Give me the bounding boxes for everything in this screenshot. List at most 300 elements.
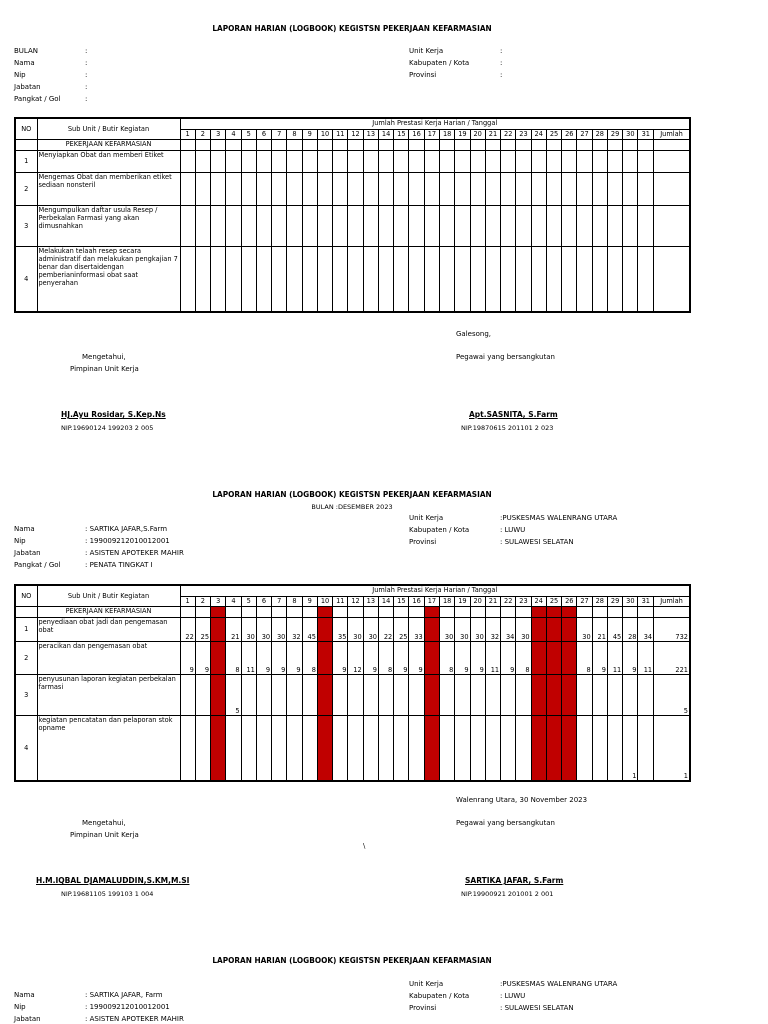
day-value-cell — [180, 715, 195, 781]
task-no: 2 — [15, 641, 37, 674]
colon: : — [85, 59, 88, 67]
header-day: 25 — [546, 596, 561, 606]
day-value-cell: 8 — [440, 641, 455, 674]
day-cell — [348, 139, 363, 150]
holiday-cell — [211, 606, 226, 617]
day-value-cell — [180, 172, 195, 205]
day-cell — [623, 139, 638, 150]
place-date-2: Walenrang Utara, 30 November 2023 — [456, 796, 588, 804]
pegawai-2: Pegawai yang bersangkutan — [456, 819, 555, 827]
day-cell — [241, 139, 256, 150]
day-cell — [470, 606, 485, 617]
day-value-cell — [333, 150, 348, 172]
header-day: 13 — [363, 596, 378, 606]
task-description: penyediaan obat jadi dan pengemasan obat — [37, 617, 180, 641]
day-value-cell: 9 — [501, 641, 516, 674]
day-value-cell: 9 — [394, 641, 409, 674]
section-no-cell — [15, 139, 37, 150]
day-value-cell — [501, 715, 516, 781]
colon: : — [85, 95, 88, 103]
header-jumlah: Jumlah — [654, 129, 690, 139]
header-day: 3 — [211, 129, 226, 139]
day-value-cell: 11 — [241, 641, 256, 674]
holiday-cell — [531, 606, 546, 617]
day-cell — [516, 606, 531, 617]
header-day: 7 — [272, 129, 287, 139]
nip-right-1: NIP.19870615 201101 2 023 — [461, 424, 554, 432]
total-cell — [654, 139, 690, 150]
header-day: 23 — [516, 129, 531, 139]
day-value-cell — [455, 150, 470, 172]
value-nip-3: : 199009212010012001 — [85, 1003, 170, 1011]
day-value-cell — [287, 172, 302, 205]
header-day: 29 — [607, 129, 622, 139]
holiday-cell — [424, 606, 439, 617]
day-value-cell — [226, 150, 241, 172]
day-value-cell — [241, 715, 256, 781]
day-cell — [546, 139, 561, 150]
signatory-right-1: Apt.SASNITA, S.Farm — [469, 410, 558, 419]
day-value-cell — [302, 150, 317, 172]
day-value-cell — [256, 715, 271, 781]
day-value-cell — [363, 674, 378, 715]
label-kab: Kabupaten / Kota — [409, 992, 470, 1000]
header-day: 14 — [378, 129, 393, 139]
day-value-cell — [272, 150, 287, 172]
holiday-cell — [562, 674, 577, 715]
day-value-cell — [272, 246, 287, 312]
day-value-cell: 35 — [333, 617, 348, 641]
day-cell — [287, 139, 302, 150]
day-cell — [256, 139, 271, 150]
place-date-1: Galesong, — [456, 330, 491, 338]
section-label: PEKERJAAN KEFARMASIAN — [37, 606, 180, 617]
day-value-cell: 5 — [226, 674, 241, 715]
day-value-cell — [592, 715, 607, 781]
day-value-cell — [348, 172, 363, 205]
day-value-cell — [470, 205, 485, 246]
day-value-cell: 9 — [333, 641, 348, 674]
day-cell — [363, 606, 378, 617]
pimpinan-1: Pimpinan Unit Kerja — [70, 365, 139, 373]
day-cell — [302, 606, 317, 617]
header-day: 12 — [348, 129, 363, 139]
day-value-cell — [363, 205, 378, 246]
value-nip-2: : 199009212010012001 — [85, 537, 170, 545]
value-kab-2: : LUWU — [500, 526, 526, 534]
day-value-cell: 8 — [302, 641, 317, 674]
day-value-cell: 28 — [623, 617, 638, 641]
day-cell — [211, 139, 226, 150]
day-value-cell — [348, 150, 363, 172]
day-value-cell — [623, 150, 638, 172]
task-total: 732 — [654, 617, 690, 641]
day-value-cell: 9 — [363, 641, 378, 674]
holiday-cell — [546, 715, 561, 781]
signatory-left-1: HJ.Ayu Rosidar, S.Kep.Ns — [61, 410, 166, 419]
header-day: 23 — [516, 596, 531, 606]
header-day: 15 — [394, 129, 409, 139]
logbook-table-1 — [14, 117, 691, 313]
day-cell — [226, 606, 241, 617]
day-cell — [577, 139, 592, 150]
day-cell — [577, 606, 592, 617]
holiday-cell — [546, 606, 561, 617]
day-value-cell — [455, 246, 470, 312]
day-cell — [409, 606, 424, 617]
task-total: 221 — [654, 641, 690, 674]
task-total: 1 — [654, 715, 690, 781]
day-value-cell: 11 — [485, 641, 500, 674]
day-value-cell — [333, 246, 348, 312]
day-cell — [180, 139, 195, 150]
day-value-cell — [241, 172, 256, 205]
day-value-cell: 8 — [577, 641, 592, 674]
day-value-cell: 30 — [455, 617, 470, 641]
day-value-cell — [226, 246, 241, 312]
label-nama: Nama — [14, 59, 35, 67]
day-cell — [501, 139, 516, 150]
day-cell — [348, 606, 363, 617]
day-value-cell: 21 — [592, 617, 607, 641]
nip-left-2: NIP.19681105 199103 1 004 — [61, 890, 154, 898]
day-value-cell: 45 — [607, 617, 622, 641]
value-nama-2: : SARTIKA JAFAR,S.Farm — [85, 525, 168, 533]
label-unit: Unit Kerja — [409, 980, 444, 988]
day-cell — [501, 606, 516, 617]
day-value-cell — [470, 172, 485, 205]
day-value-cell — [607, 150, 622, 172]
day-value-cell: 22 — [378, 617, 393, 641]
holiday-cell — [317, 674, 332, 715]
day-value-cell: 9 — [592, 641, 607, 674]
holiday-cell — [531, 641, 546, 674]
day-value-cell — [577, 715, 592, 781]
day-cell — [440, 139, 455, 150]
label-jabatan: Jabatan — [14, 1015, 41, 1023]
day-value-cell — [638, 715, 654, 781]
day-value-cell — [211, 246, 226, 312]
day-value-cell — [607, 205, 622, 246]
header-sub-unit: Sub Unit / Butir Kegiatan — [37, 118, 180, 139]
day-cell — [363, 139, 378, 150]
day-value-cell: 11 — [638, 641, 654, 674]
task-description: peracikan dan pengemasan obat — [37, 641, 180, 674]
day-value-cell — [501, 674, 516, 715]
day-value-cell — [211, 205, 226, 246]
label-bulan: BULAN — [14, 47, 39, 55]
day-value-cell — [256, 674, 271, 715]
task-description: penyusunan laporan kegiatan perbekalan farmasi — [37, 674, 180, 715]
day-cell — [638, 139, 654, 150]
day-value-cell — [440, 150, 455, 172]
day-cell — [485, 606, 500, 617]
day-value-cell — [363, 246, 378, 312]
holiday-cell — [424, 641, 439, 674]
day-value-cell — [623, 674, 638, 715]
day-value-cell — [516, 246, 531, 312]
day-value-cell — [638, 205, 654, 246]
day-value-cell — [546, 205, 561, 246]
task-description: kegiatan pencatatan dan pelaporan stok opname — [37, 715, 180, 781]
day-value-cell — [394, 150, 409, 172]
day-value-cell — [409, 715, 424, 781]
header-day: 11 — [333, 596, 348, 606]
day-value-cell — [577, 246, 592, 312]
day-value-cell: 9 — [256, 641, 271, 674]
day-value-cell — [485, 150, 500, 172]
day-value-cell — [501, 172, 516, 205]
day-value-cell — [180, 150, 195, 172]
label-jabatan: Jabatan — [14, 549, 41, 557]
day-value-cell — [546, 172, 561, 205]
day-value-cell — [363, 150, 378, 172]
header-day: 26 — [562, 129, 577, 139]
value-nama-3: : SARTIKA JAFAR, Farm — [85, 991, 163, 999]
day-value-cell — [546, 150, 561, 172]
day-value-cell — [241, 674, 256, 715]
day-value-cell — [485, 246, 500, 312]
day-value-cell — [333, 674, 348, 715]
day-value-cell — [180, 246, 195, 312]
value-unit-2: :PUSKESMAS WALENRANG UTARA — [500, 514, 618, 522]
day-cell — [440, 606, 455, 617]
day-value-cell: 32 — [287, 617, 302, 641]
day-value-cell — [317, 205, 332, 246]
day-value-cell — [592, 150, 607, 172]
header-day: 18 — [440, 129, 455, 139]
header-day: 1 — [180, 596, 195, 606]
day-value-cell — [623, 246, 638, 312]
day-value-cell — [226, 172, 241, 205]
day-value-cell: 9 — [287, 641, 302, 674]
day-value-cell — [348, 205, 363, 246]
day-value-cell — [287, 150, 302, 172]
day-value-cell — [272, 172, 287, 205]
day-value-cell — [562, 205, 577, 246]
holiday-cell — [531, 715, 546, 781]
day-value-cell — [195, 172, 210, 205]
day-value-cell — [531, 246, 546, 312]
holiday-cell — [562, 641, 577, 674]
header-day: 17 — [424, 596, 439, 606]
header-day: 20 — [470, 596, 485, 606]
task-description: Menyiapkan Obat dan memberi Etiket — [37, 150, 180, 172]
colon: : — [85, 47, 88, 55]
day-cell — [241, 606, 256, 617]
task-no: 1 — [15, 150, 37, 172]
day-value-cell — [440, 715, 455, 781]
day-cell — [623, 606, 638, 617]
task-description: Melakukan telaah resep secara administratif dan melakukan pengkajian 7 benar dan disertaidengan pemberianinformasi obat saat penyerahan — [37, 246, 180, 312]
value-kab-3: : LUWU — [500, 992, 526, 1000]
day-value-cell: 22 — [180, 617, 195, 641]
day-value-cell — [317, 246, 332, 312]
day-value-cell — [638, 150, 654, 172]
day-value-cell — [287, 246, 302, 312]
day-value-cell — [440, 172, 455, 205]
day-cell — [378, 139, 393, 150]
day-value-cell — [394, 172, 409, 205]
day-value-cell — [516, 715, 531, 781]
day-value-cell: 8 — [378, 641, 393, 674]
day-value-cell — [378, 205, 393, 246]
header-day: 21 — [485, 129, 500, 139]
day-cell — [195, 606, 210, 617]
day-value-cell — [256, 246, 271, 312]
value-jabatan-3: : ASISTEN APOTEKER MAHIR — [85, 1015, 184, 1023]
day-value-cell — [378, 150, 393, 172]
colon: : — [500, 59, 503, 67]
header-day: 10 — [317, 129, 332, 139]
task-no: 1 — [15, 617, 37, 641]
header-day: 20 — [470, 129, 485, 139]
day-value-cell — [211, 172, 226, 205]
header-day: 26 — [562, 596, 577, 606]
day-value-cell — [638, 674, 654, 715]
header-day: 28 — [592, 596, 607, 606]
day-value-cell — [378, 246, 393, 312]
day-value-cell — [455, 715, 470, 781]
day-value-cell: 9 — [623, 641, 638, 674]
day-value-cell — [501, 150, 516, 172]
report-title-3: LAPORAN HARIAN (LOGBOOK) KEGISTSN PEKERJAAN KEFARMASIAN — [212, 956, 492, 965]
day-value-cell — [195, 205, 210, 246]
task-no: 4 — [15, 715, 37, 781]
day-value-cell — [562, 172, 577, 205]
day-value-cell — [455, 205, 470, 246]
bulan-2: BULAN :DESEMBER 2023 — [311, 503, 393, 511]
day-value-cell — [256, 172, 271, 205]
value-unit-3: :PUSKESMAS WALENRANG UTARA — [500, 980, 618, 988]
day-value-cell — [302, 246, 317, 312]
day-value-cell: 1 — [623, 715, 638, 781]
day-value-cell — [317, 150, 332, 172]
header-day: 8 — [287, 129, 302, 139]
header-day: 4 — [226, 596, 241, 606]
day-value-cell: 9 — [272, 641, 287, 674]
day-value-cell — [501, 205, 516, 246]
day-value-cell: 33 — [409, 617, 424, 641]
day-value-cell — [546, 246, 561, 312]
day-value-cell — [394, 715, 409, 781]
day-value-cell — [485, 205, 500, 246]
day-value-cell — [226, 715, 241, 781]
day-value-cell — [272, 674, 287, 715]
day-value-cell — [470, 246, 485, 312]
day-cell — [180, 606, 195, 617]
day-value-cell — [287, 715, 302, 781]
day-value-cell — [226, 205, 241, 246]
value-pangkat-2: : PENATA TINGKAT I — [85, 561, 153, 569]
header-day: 24 — [531, 596, 546, 606]
day-value-cell — [424, 246, 439, 312]
day-value-cell: 30 — [272, 617, 287, 641]
day-cell — [638, 606, 654, 617]
day-value-cell — [562, 246, 577, 312]
header-no: NO — [15, 118, 37, 139]
report-title-1: LAPORAN HARIAN (LOGBOOK) KEGISTSN PEKERJAAN KEFARMASIAN — [212, 24, 492, 33]
holiday-cell — [211, 641, 226, 674]
day-value-cell — [455, 674, 470, 715]
day-value-cell — [440, 674, 455, 715]
label-nip: Nip — [14, 1003, 26, 1011]
day-value-cell — [333, 715, 348, 781]
day-value-cell — [577, 150, 592, 172]
day-cell — [607, 139, 622, 150]
task-description: Mengemas Obat dan memberikan etiket sediaan nonsteril — [37, 172, 180, 205]
header-day: 2 — [195, 596, 210, 606]
day-value-cell — [378, 674, 393, 715]
day-value-cell: 25 — [394, 617, 409, 641]
day-value-cell: 25 — [195, 617, 210, 641]
day-value-cell — [409, 674, 424, 715]
stray-mark: \ — [363, 842, 366, 850]
header-day: 19 — [455, 596, 470, 606]
header-day: 10 — [317, 596, 332, 606]
day-value-cell — [195, 150, 210, 172]
header-day: 21 — [485, 596, 500, 606]
day-value-cell — [607, 246, 622, 312]
day-cell — [424, 139, 439, 150]
header-day: 12 — [348, 596, 363, 606]
day-value-cell — [394, 246, 409, 312]
day-value-cell — [516, 674, 531, 715]
day-cell — [485, 139, 500, 150]
day-value-cell — [333, 205, 348, 246]
day-value-cell — [241, 246, 256, 312]
task-total — [654, 172, 690, 205]
day-value-cell: 30 — [348, 617, 363, 641]
day-cell — [592, 606, 607, 617]
day-cell — [592, 139, 607, 150]
day-value-cell — [638, 246, 654, 312]
day-value-cell — [256, 205, 271, 246]
day-value-cell — [440, 246, 455, 312]
day-value-cell: 8 — [516, 641, 531, 674]
header-day: 24 — [531, 129, 546, 139]
header-day: 16 — [409, 129, 424, 139]
colon: : — [500, 47, 503, 55]
header-day: 5 — [241, 129, 256, 139]
total-cell — [654, 606, 690, 617]
day-value-cell: 30 — [577, 617, 592, 641]
header-day: 18 — [440, 596, 455, 606]
day-value-cell — [348, 246, 363, 312]
header-day: 29 — [607, 596, 622, 606]
value-prov-2: : SULAWESI SELATAN — [500, 538, 574, 546]
day-value-cell — [485, 172, 500, 205]
value-prov-3: : SULAWESI SELATAN — [500, 1004, 574, 1012]
header-day: 31 — [638, 129, 654, 139]
day-value-cell: 30 — [241, 617, 256, 641]
label-prov: Provinsi — [409, 538, 437, 546]
day-value-cell: 9 — [195, 641, 210, 674]
day-value-cell — [317, 172, 332, 205]
day-value-cell — [623, 205, 638, 246]
day-value-cell — [348, 715, 363, 781]
header-day: 22 — [501, 596, 516, 606]
header-day: 6 — [256, 129, 271, 139]
logbook-table-2 — [14, 584, 691, 782]
day-cell — [272, 139, 287, 150]
nip-left-1: NIP.19690124 199203 2 005 — [61, 424, 154, 432]
holiday-cell — [317, 641, 332, 674]
day-cell — [607, 606, 622, 617]
day-value-cell — [485, 674, 500, 715]
day-value-cell — [241, 150, 256, 172]
holiday-cell — [211, 674, 226, 715]
